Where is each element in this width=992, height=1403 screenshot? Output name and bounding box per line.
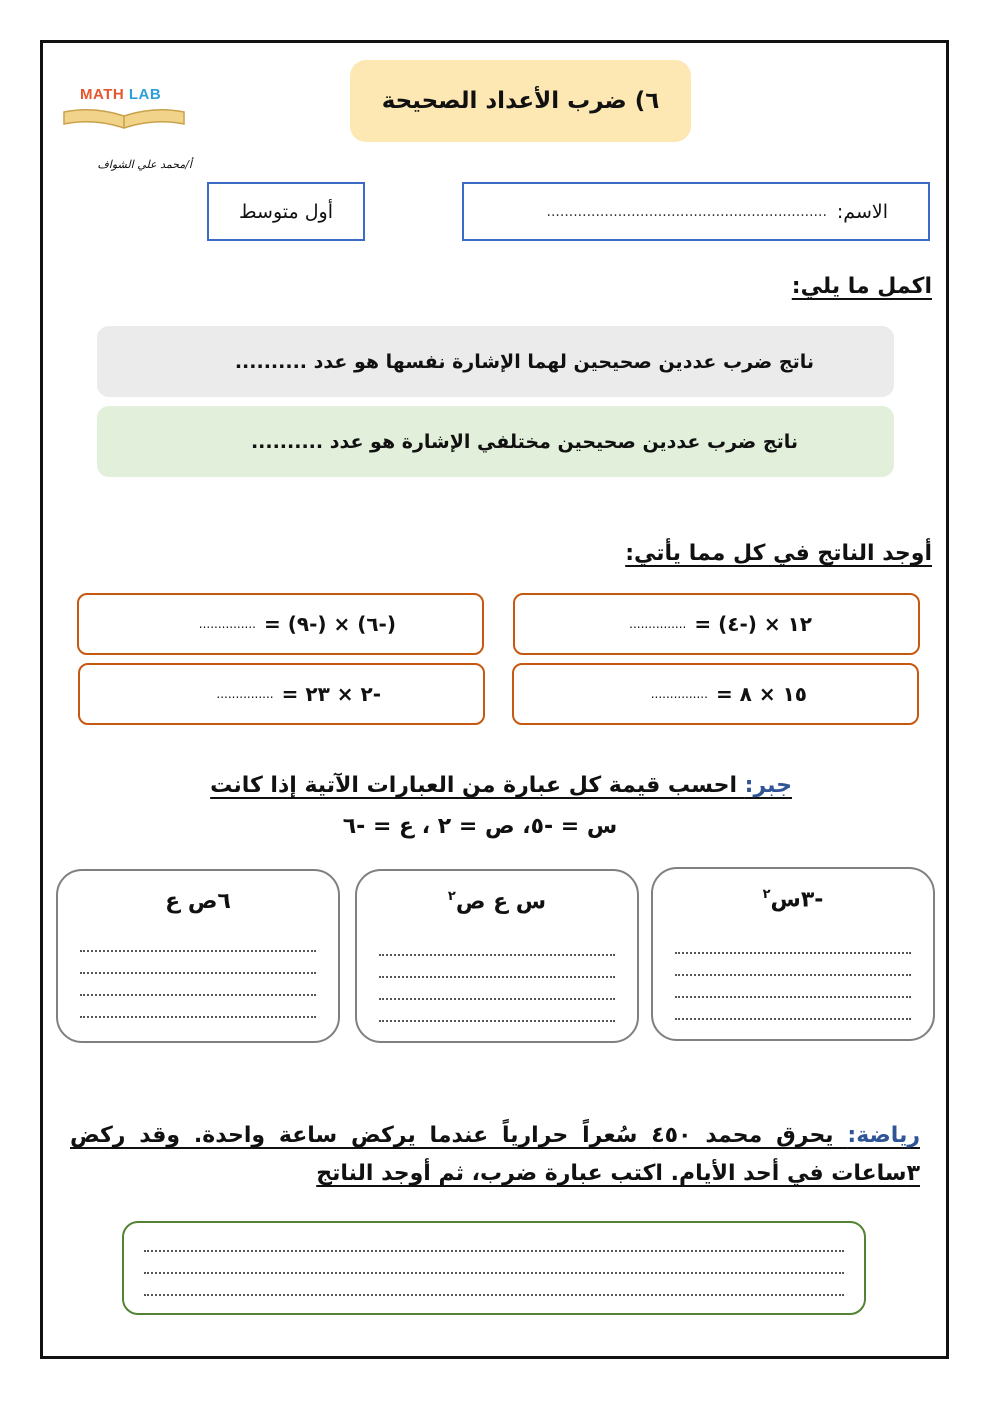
answer-line (80, 993, 316, 996)
problem-3-dots: ............... (650, 687, 708, 701)
page-title: ٦) ضرب الأعداد الصحيحة (350, 60, 691, 142)
expression-box-1[interactable] (651, 867, 935, 1041)
problem-1-dots: ............... (629, 617, 687, 631)
answer-line (144, 1271, 844, 1274)
section2-heading: أوجد الناتج في كل مما يأتي: (625, 541, 932, 566)
answer-line (80, 1015, 316, 1018)
fill-blank-different-sign[interactable]: ناتج ضرب عددين صحيحين مختلفي الإشارة هو عدد .......... (97, 406, 894, 477)
expression-2: س ع ص$^٢$ (447, 889, 547, 915)
expression-box-2[interactable] (355, 869, 639, 1043)
sports-label: رياضة: (847, 1123, 920, 1148)
answer-line (379, 953, 615, 956)
problem-4-dots: ............... (216, 687, 274, 701)
problem-4-expr: -٢ × ٢٣ = (281, 682, 381, 706)
open-book-icon (60, 108, 188, 130)
answer-line (80, 949, 316, 952)
answer-box[interactable] (122, 1221, 866, 1315)
answer-line (675, 973, 911, 976)
problem-1-expr: ١٢ × (-٤) = (694, 612, 812, 636)
answer-line (379, 997, 615, 1000)
sports-problem-text: يحرق محمد ٤٥٠ سُعراً حرارياً عندما يركض ساعة واحدة. وقد ركض ٣ساعات في أحد الأيام. اكتب عبارة ضرب، ثم أوجد الناتج (70, 1123, 920, 1186)
expression-3: ٦ص ع (165, 889, 231, 914)
expression-1: -٣س$^٢$ (762, 887, 824, 913)
student-name-field[interactable] (462, 182, 930, 241)
answer-line (379, 975, 615, 978)
variable-values: س = -٥، ص = ٢ ، ع = -٦ (342, 814, 618, 839)
fill-blank-same-sign[interactable]: ناتج ضرب عددين صحيحين لهما الإشارة نفسها هو عدد .......... (97, 326, 894, 397)
answer-line (80, 971, 316, 974)
algebra-instruction: احسب قيمة كل عبارة من العبارات الآتية إذا كانت (210, 773, 745, 798)
section1-heading: اكمل ما يلي: (791, 274, 932, 299)
grade-box: أول متوسط (207, 182, 365, 241)
sports-word-problem (70, 1117, 920, 1193)
name-label: الاسم: (836, 200, 888, 223)
problem-2-dots: ............... (198, 617, 256, 631)
problem-2-expr: (-٦) × (-٩) = (263, 612, 396, 636)
algebra-label: جبر: (744, 773, 792, 798)
problem-3-expr: ١٥ × ٨ = (715, 682, 807, 706)
math-lab-logo (60, 66, 188, 136)
answer-line (675, 951, 911, 954)
problem-1[interactable] (513, 593, 920, 655)
problem-2[interactable] (77, 593, 484, 655)
teacher-name: أ/محمد علي الشواف (97, 158, 192, 171)
answer-line (675, 995, 911, 998)
logo-text: MATH LAB (80, 86, 162, 103)
problem-3[interactable] (512, 663, 919, 725)
problem-4[interactable] (78, 663, 485, 725)
answer-line (144, 1293, 844, 1296)
answer-line (144, 1249, 844, 1252)
answer-line (675, 1017, 911, 1020)
expression-box-3[interactable] (56, 869, 340, 1043)
answer-line (379, 1019, 615, 1022)
algebra-heading (200, 773, 792, 798)
name-dots: ............................................................... (546, 203, 827, 220)
